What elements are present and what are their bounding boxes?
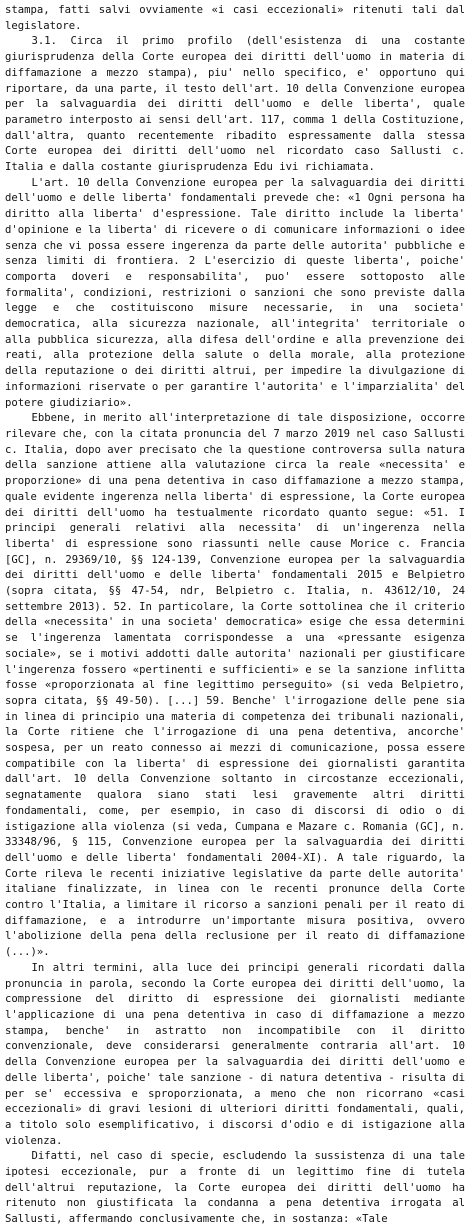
paragraph-in-altri-termini: In altri termini, alla luce dei principi generali ricordati dalla pronuncia in parola, secondo la Corte europea dei diritti dell'uomo, la compressione del diritto di espressione dei giornalisti mediante l'applicazione di una pena detentiva in caso di diffamazione a mezzo stampa, benche' in astratto non incompatibile con il diritto convenzionale, deve considerarsi generalmente contraria all'art. 10 della Convenzione europea per la salvaguardia dei diritti dell'uomo e delle liberta', poiche' tale sanzione - di natura detentiva - risulta di per se' eccessiva e sproporzionata, a meno che non ricorrano «casi eccezionali» di gravi lesioni di ulteriori diritti fondamentali, quali, a titolo solo esemplificativo, i discorsi d'odio e di istigazione alla violenza. <box>5 961 465 1147</box>
paragraph-interpretation: Ebbene, in merito all'interpretazione di tale disposizione, occorre rilevare che, con la citata pronuncia del 7 marzo 2019 nel caso Sallusti c. Italia, dopo aver precisato che la questione controversa sulla natura della sanzione attiene alla valutazione circa la reale «necessita' e proporzione» di una pena detentiva in caso diffamazione a mezzo stampa, quale evidente ingerenza nella liberta' di espressione, la Corte europea dei diritti dell'uomo ha testualmente ricordato quanto segue: «51. I principi generali relativi alla necessita' di un'ingerenza nella liberta' di espressione sono riassunti nelle cause Morice c. Francia [GC], n. 29369/10, §§ 124-139, Convenzione europea per la salvaguardia dei diritti dell'uomo e delle liberta' fondamentali 2015 e Belpietro (sopra citata, §§ 47-54, ndr, Belpietro c. Italia, n. 43612/10, 24 settembre 2013). 52. In particolare, la Corte sottolinea che il criterio della «necessita' in una societa' democratica» esige che essa determini se l'ingerenza lamentata corrispondesse a una «pressante esigenza sociale», se i motivi addotti dalle autorita' nazionali per giustificare l'ingerenza fossero «pertinenti e sufficienti» e se la sanzione inflitta fosse «proporzionata al fine legittimo perseguito» (si veda Belpietro, sopra citata, §§ 49-50). [...] 59. Benche' l'irrogazione delle pene sia in linea di principio una materia di competenza dei tribunali nazionali, la Corte ritiene che l'irrogazione di una pena detentiva, ancorche' sospesa, per un reato connesso ai mezzi di comunicazione, possa essere compatibile con la liberta' di espressione dei giornalisti garantita dall'art. 10 della Convenzione soltanto in circostanze eccezionali, segnatamente qualora siano stati lesi gravemente altri diritti fondamentali, come, per esempio, in caso di discorsi di odio o di istigazione alla violenza (si veda, Cumpana e Mazare c. Romania (GC], n. 33348/96, § 115, Convenzione europea per la salvaguardia dei diritti dell'uomo e delle liberta' fondamentali 2004-XI). A tale riguardo, la Corte rileva le recenti iniziative legislative da parte delle autorita' italiane finalizzate, in linea con le recenti pronunce della Corte contro l'Italia, a limitare il ricorso a sanzioni penali per il reato di diffamazione, e a introdurre un'importante misura positiva, ovvero l'abolizione della pena della reclusione per il reato di diffamazione (...)». <box>5 412 465 959</box>
paragraph-article-10: L'art. 10 della Convenzione europea per la salvaguardia dei diritti dell'uomo e delle liberta' fondamentali prevede che: «1 Ogni persona ha diritto alla liberta' d'espressione. Tale diritto include la liberta' d'opinione e la liberta' di ricevere o di comunicare informazioni o idee senza che vi possa essere ingerenza da parte delle autorita' pubbliche e senza limiti di frontiera. 2 L'esercizio di queste liberta', poiche' comporta doveri e responsabilita', puo' essere sottoposto alle formalita', condizioni, restrizioni o sanzioni che sono previste dalla legge e che costituiscono misure necessarie, in una societa' democratica, alla sicurezza nazionale, all'integrita' territoriale o alla pubblica sicurezza, alla difesa dell'ordine e alla prevenzione dei reati, alla protezione della salute o della morale, alla protezione della reputazione o dei diritti altrui, per impedire la divulgazione di informazioni riservate o per garantire l'autorita' e l'imparzialita' del potere giudiziario». <box>5 176 465 409</box>
paragraph-3-1: 3.1. Circa il primo profilo (dell'esistenza di una costante giurisprudenza della Corte europea dei diritti dell'uomo in materia di diffamazione a mezzo stampa), piu' nello specifico, e' opportuno qui riportare, da una parte, il testo dell'art. 10 della Convenzione europea per la salvaguardia dei diritti dell'uomo e delle liberta', quale parametro interposto ai sensi dell'art. 117, comma 1 della Costituzione, dall'altra, quanto recentemente ribadito espressamente dalla stessa Corte europea dei diritti dell'uomo nel ricordato caso Sallusti c. Italia e dalla costante giurisprudenza Edu ivi richiamata. <box>5 35 465 174</box>
paragraph-continuation: stampa, fatti salvi ovviamente «i casi eccezionali» ritenuti tali dal legislatore. <box>5 4 465 32</box>
paragraph-difatti: Difatti, nel caso di specie, escludendo la sussistenza di una tale ipotesi eccezionale, pur a fronte di un legittimo fine di tutela dell'altrui reputazione, la Corte europea dei diritti dell'uomo ha ritenuto non giustificata la condanna a pena detentiva irrogata al Sallusti, affermando conclusivamente che, in sostanza: «Tale <box>5 1150 465 1226</box>
document-page <box>5 3 465 1228</box>
